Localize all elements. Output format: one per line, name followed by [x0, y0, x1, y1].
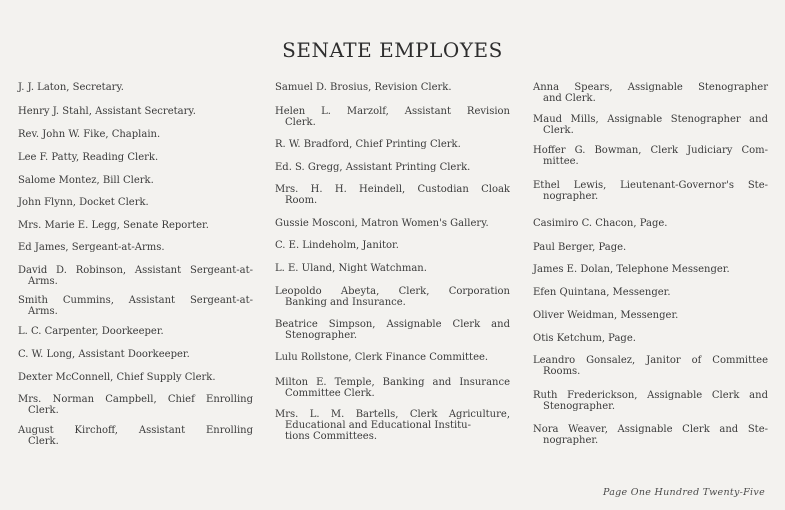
entry-continuation: tions Committees.: [285, 431, 378, 442]
entry-line: Smith Cummins, Assistant Sergeant-at-: [18, 295, 253, 306]
employee-entry: [533, 180, 768, 202]
entry-line: J. J. Laton, Secretary.: [18, 82, 124, 93]
entry-line: Leandro Gonsalez, Janitor of Committee: [533, 355, 768, 366]
employee-entry: [533, 242, 768, 253]
employee-entry: [275, 409, 510, 442]
employee-entry: [275, 218, 510, 229]
entry-continuation: Banking and Insurance.: [285, 297, 406, 308]
employee-entry: [18, 242, 253, 253]
entry-continuation: nographer.: [543, 435, 599, 446]
employee-entry: [18, 197, 253, 208]
entry-line: Salome Montez, Bill Clerk.: [18, 175, 154, 186]
employee-entry: [533, 114, 768, 136]
page-footer: Page One Hundred Twenty-Five: [602, 487, 765, 498]
entry-line: Mrs. Marie E. Legg, Senate Reporter.: [18, 220, 209, 231]
entry-line: Gussie Mosconi, Matron Women's Gallery.: [275, 218, 489, 229]
employee-entry: [18, 425, 253, 447]
entry-line: Henry J. Stahl, Assistant Secretary.: [18, 106, 196, 117]
entry-line: Nora Weaver, Assignable Clerk and Ste-: [533, 424, 768, 435]
employee-entry: [533, 82, 768, 104]
employee-entry: [533, 145, 768, 167]
employee-entry: [18, 220, 253, 231]
employee-entry: [18, 326, 253, 337]
entry-line: Casimiro C. Chacon, Page.: [533, 218, 668, 229]
entry-line: Otis Ketchum, Page.: [533, 333, 636, 344]
entry-line: Samuel D. Brosius, Revision Clerk.: [275, 82, 452, 93]
entry-line: Mrs. H. H. Heindell, Custodian Cloak: [275, 184, 510, 195]
entry-line: Leopoldo Abeyta, Clerk, Corporation: [275, 286, 510, 297]
entry-continuation: and Clerk.: [543, 93, 596, 104]
employee-entry: [275, 377, 510, 399]
entry-line: Dexter McConnell, Chief Supply Clerk.: [18, 372, 216, 383]
entry-line: Beatrice Simpson, Assignable Clerk and: [275, 319, 510, 330]
employee-entry: [275, 82, 510, 93]
employee-entry: [18, 152, 253, 163]
employee-entry: [533, 333, 768, 344]
entry-continuation: mittee.: [543, 156, 579, 167]
entry-line: Lee F. Patty, Reading Clerk.: [18, 152, 159, 163]
entry-line: August Kirchoff, Assistant Enrolling: [18, 425, 253, 436]
employee-entry: [533, 424, 768, 446]
entry-continuation: Educational and Educational Institu-: [285, 420, 472, 431]
entry-continuation: Clerk.: [543, 125, 574, 136]
employee-entry: [18, 394, 253, 416]
entry-line: Hoffer G. Bowman, Clerk Judiciary Com-: [533, 145, 768, 156]
entry-continuation: Clerk.: [28, 405, 59, 416]
employee-entry: [533, 310, 768, 321]
employee-entry: [275, 162, 510, 173]
entry-line: Oliver Weidman, Messenger.: [533, 310, 679, 321]
employee-entry: [275, 352, 510, 363]
entry-line: David D. Robinson, Assistant Sergeant-at-: [18, 265, 253, 276]
entry-continuation: Room.: [285, 195, 318, 206]
employee-entry: [533, 264, 768, 275]
entry-continuation: Stenographer.: [285, 330, 358, 341]
entry-line: C. W. Long, Assistant Doorkeeper.: [18, 349, 190, 360]
employee-entry: [18, 175, 253, 186]
entry-continuation: Arms.: [28, 276, 58, 287]
entry-line: Ed James, Sergeant-at-Arms.: [18, 242, 165, 253]
page-title: SENATE EMPLOYES: [282, 38, 503, 62]
entry-continuation: nographer.: [543, 191, 599, 202]
entry-continuation: Clerk.: [28, 436, 59, 447]
employee-entry: [275, 319, 510, 341]
employee-entry: [275, 139, 510, 150]
entry-line: Milton E. Temple, Banking and Insurance: [275, 377, 510, 388]
entry-line: C. E. Lindeholm, Janitor.: [275, 240, 399, 251]
employee-entry: [533, 390, 768, 412]
entry-line: Ruth Frederickson, Assignable Clerk and: [533, 390, 768, 401]
employee-entry: [533, 287, 768, 298]
employee-entry: [275, 263, 510, 274]
entry-line: Paul Berger, Page.: [533, 242, 627, 253]
entry-continuation: Stenographer.: [543, 401, 616, 412]
employee-entry: [533, 218, 768, 229]
entry-line: L. C. Carpenter, Doorkeeper.: [18, 326, 164, 337]
entry-continuation: Rooms.: [543, 366, 581, 377]
entry-line: James E. Dolan, Telephone Messenger.: [533, 264, 730, 275]
entry-continuation: Clerk.: [285, 117, 316, 128]
employee-entry: [275, 286, 510, 308]
entry-line: Mrs. Norman Campbell, Chief Enrolling: [18, 394, 253, 405]
employee-entry: [18, 129, 253, 140]
entry-line: Anna Spears, Assignable Stenographer: [533, 82, 768, 93]
entry-line: Helen L. Marzolf, Assistant Revision: [275, 106, 510, 117]
entry-line: John Flynn, Docket Clerk.: [18, 197, 149, 208]
entry-continuation: Arms.: [28, 306, 58, 317]
employee-entry: [18, 82, 253, 93]
employee-entry: [18, 372, 253, 383]
employee-entry: [275, 184, 510, 206]
employee-entry: [18, 106, 253, 117]
entry-line: Ethel Lewis, Lieutenant-Governor's Ste-: [533, 180, 768, 191]
employee-columns: [18, 82, 770, 462]
entry-line: Ed. S. Gregg, Assistant Printing Clerk.: [275, 162, 471, 173]
entry-line: R. W. Bradford, Chief Printing Clerk.: [275, 139, 461, 150]
employee-entry: [275, 106, 510, 128]
employee-entry: [533, 355, 768, 377]
employee-entry: [275, 240, 510, 251]
entry-line: L. E. Uland, Night Watchman.: [275, 263, 427, 274]
entry-continuation: Committee Clerk.: [285, 388, 375, 399]
entry-line: Lulu Rollstone, Clerk Finance Committee.: [275, 352, 489, 363]
entry-line: Mrs. L. M. Bartells, Clerk Agriculture,: [275, 409, 510, 420]
employee-entry: [18, 265, 253, 287]
entry-line: Efen Quintana, Messenger.: [533, 287, 671, 298]
employee-entry: [18, 295, 253, 317]
entry-line: Maud Mills, Assignable Stenographer and: [533, 114, 768, 125]
employee-entry: [18, 349, 253, 360]
entry-line: Rev. John W. Fike, Chaplain.: [18, 129, 161, 140]
